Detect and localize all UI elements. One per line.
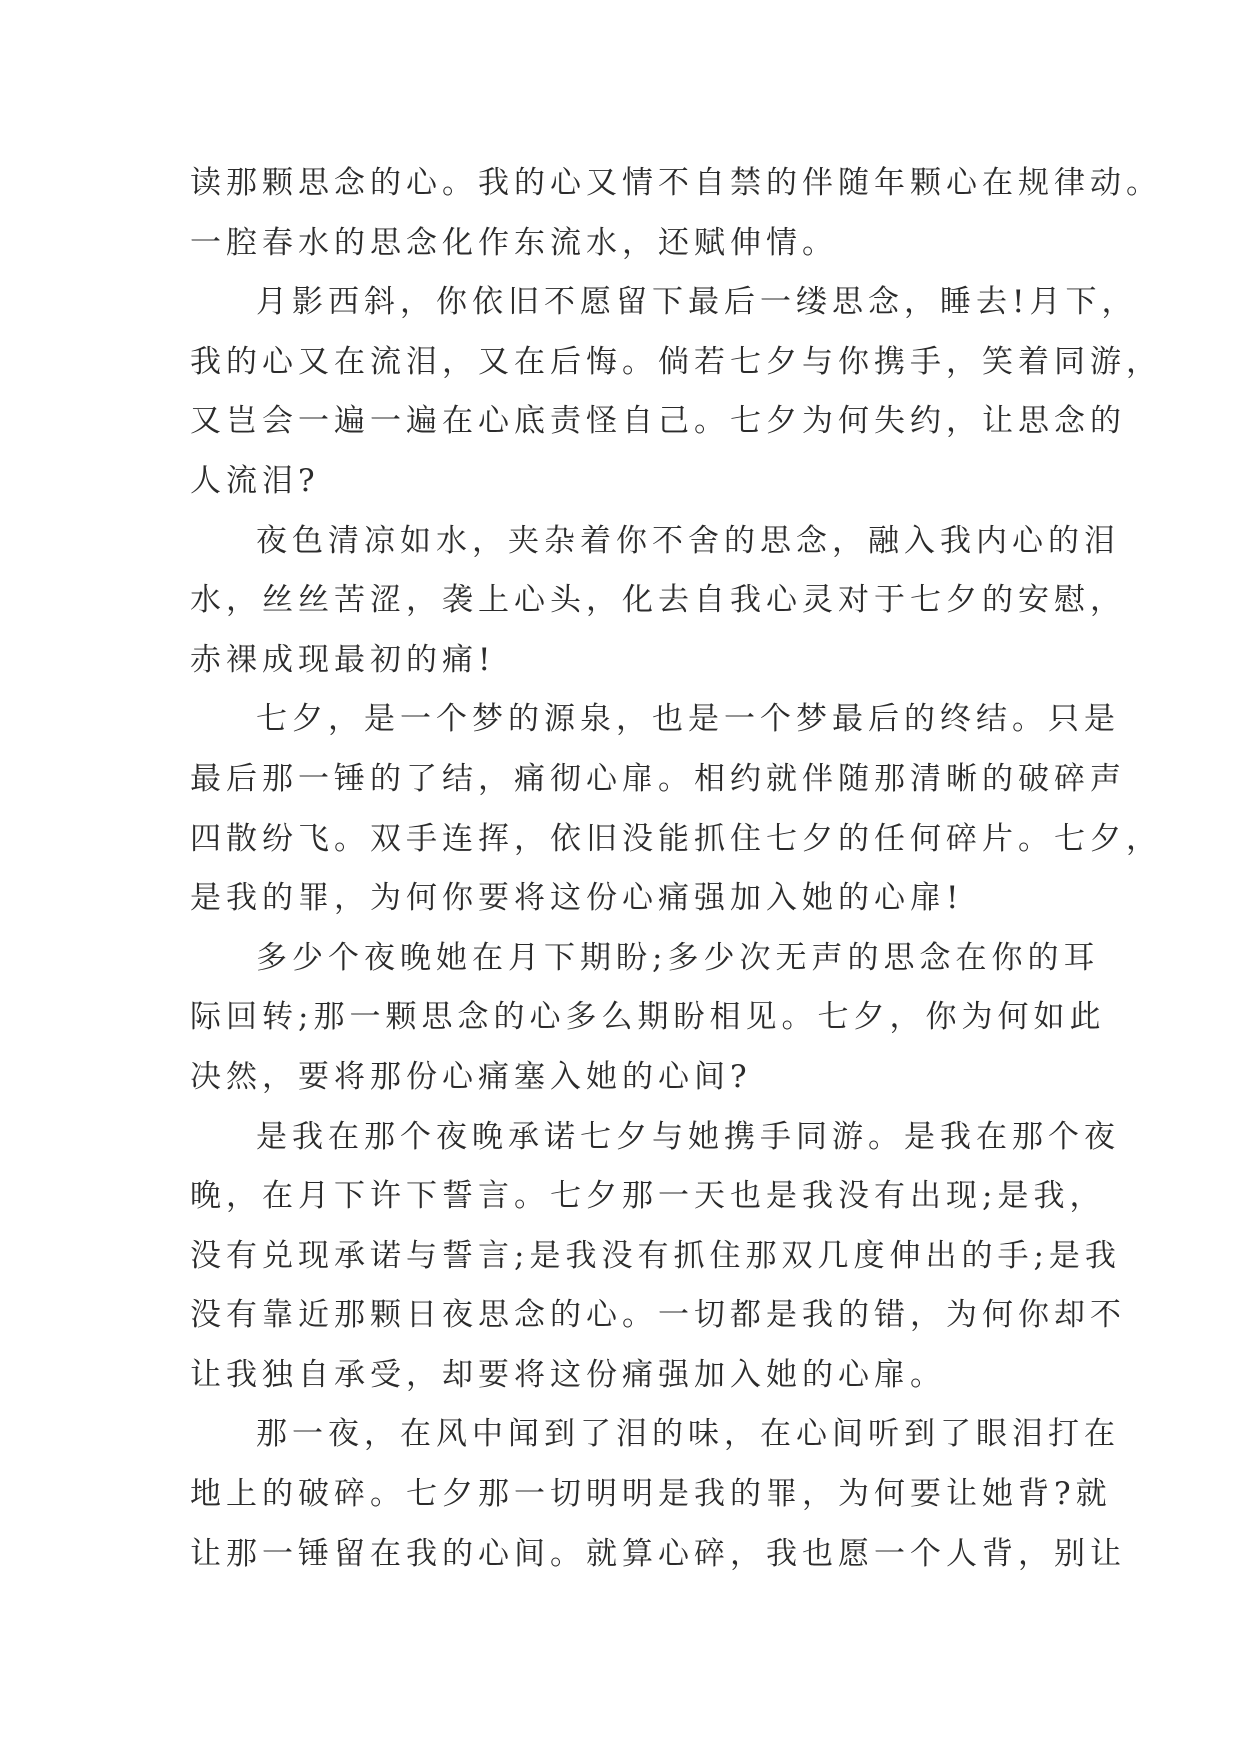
paragraph [190,929,1106,1108]
paragraph [190,690,1162,928]
text-line: 让那一锤留在我的心间。就算心碎，我也愿一个人背，别让 [190,1535,1126,1572]
text-line: 是我在那个夜晚承诺七夕与她携手同游。是我在那个夜 [256,1118,1120,1155]
paragraph [190,273,1162,511]
paragraph [190,154,1162,273]
text-line: 晚，在月下许下誓言。七夕那一天也是我没有出现;是我， [190,1178,1106,1215]
text-line: 决然，要将那份心痛塞入她的心间? [190,1058,752,1095]
text-line: 水，丝丝苦涩，袭上心头，化去自我心灵对于七夕的安慰， [190,582,1126,619]
text-line: 夜色清凉如水，夹杂着你不舍的思念，融入我内心的泪 [256,522,1120,559]
text-line: 四散纷飞。双手连挥，依旧没能抓住七夕的任何碎片。七夕， [190,820,1162,857]
paragraph [190,512,1126,691]
text-line: 那一夜，在风中闻到了泪的味，在心间听到了眼泪打在 [256,1416,1120,1453]
text-line: 月影西斜，你依旧不愿留下最后一缕思念，睡去!月下， [256,284,1138,321]
text-line: 没有靠近那颗日夜思念的心。一切都是我的错，为何你却不 [190,1297,1126,1334]
text-line: 际回转;那一颗思念的心多么期盼相见。七夕，你为何如此 [190,999,1106,1036]
text-line: 人流泪? [190,462,320,499]
text-line: 让我独自承受，却要将这份痛强加入她的心扉。 [190,1356,946,1393]
text-line: 是我的罪，为何你要将这份心痛强加入她的心扉! [190,880,964,917]
text-line: 地上的破碎。七夕那一切明明是我的罪，为何要让她背?就 [190,1476,1112,1513]
body-text [190,154,1162,1584]
text-line: 又岂会一遍一遍在心底责怪自己。七夕为何失约，让思念的 [190,403,1126,440]
text-line: 多少个夜晚她在月下期盼;多少次无声的思念在你的耳 [256,939,1100,976]
text-line: 最后那一锤的了结，痛彻心扉。相约就伴随那清晰的破碎声 [190,760,1126,797]
text-line: 赤裸成现最初的痛! [190,641,496,678]
text-line: 没有兑现承诺与誓言;是我没有抓住那双几度伸出的手;是我 [190,1237,1121,1274]
paragraph [190,1405,1126,1584]
text-line: 七夕，是一个梦的源泉，也是一个梦最后的终结。只是 [256,701,1120,738]
text-line: 一腔春水的思念化作东流水，还赋伸情。 [190,224,838,261]
text-line: 我的心又在流泪，又在后悔。倘若七夕与你携手，笑着同游， [190,343,1162,380]
paragraph [190,1108,1126,1406]
text-line: 读那颗思念的心。我的心又情不自禁的伴随年颗心在规律动。 [190,165,1162,201]
